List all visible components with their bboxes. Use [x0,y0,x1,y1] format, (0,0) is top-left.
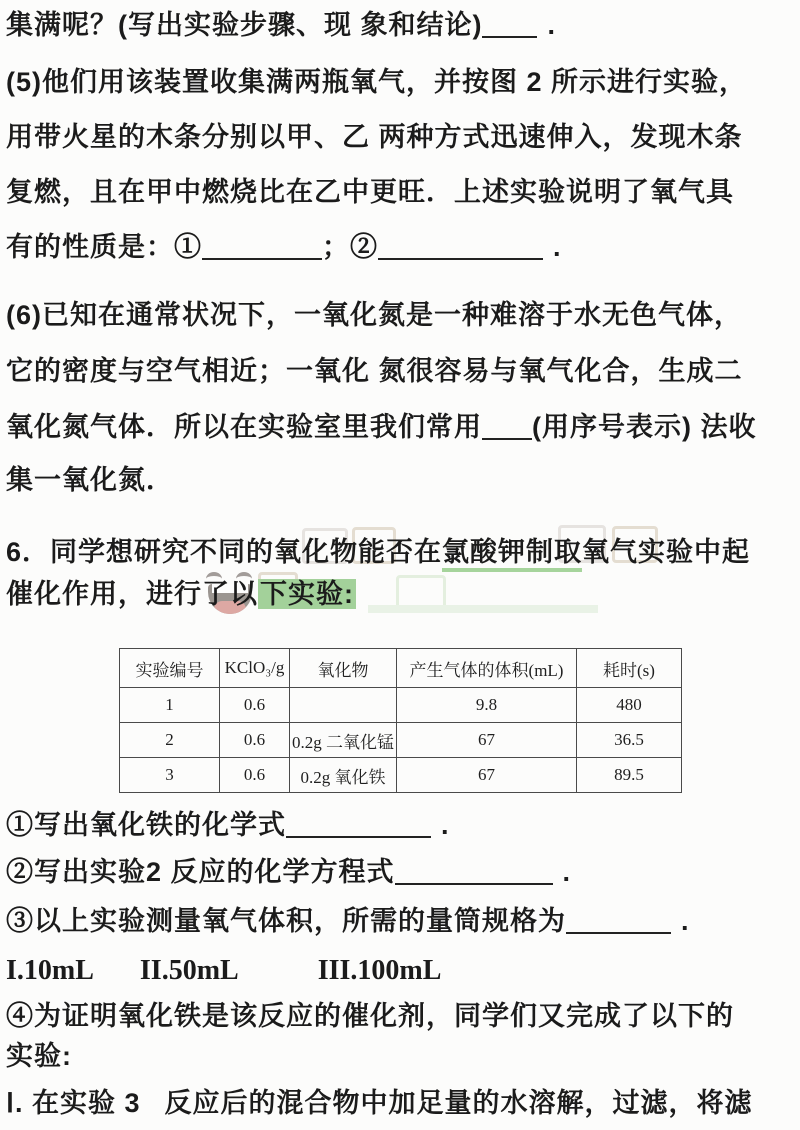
q6-text-1: (6)已知在通常状况下，一氧化氮是一种难溶于水无色气体， [6,300,742,330]
step1-line [6,1085,752,1121]
highlight-residue-strip [368,605,598,613]
table-cell: 9.8 [397,688,577,723]
period: . [441,810,450,840]
answer-blank [482,434,532,440]
table-cell: 0.2g 氧化铁 [290,758,397,793]
table-cell: 67 [397,723,577,758]
subq3-line [6,903,690,939]
subq1-text: ①写出氧化铁的化学式 [6,810,286,840]
q5-line-4 [6,229,562,265]
options-line [6,953,441,989]
table-row [120,723,682,758]
item6-highlighted-text: 下实验: [260,579,354,609]
subq4-text-1: ④为证明氧化铁是该反应的催化剂，同学们又完成了以下的 [6,1001,734,1031]
table-cell: 0.6 [220,688,290,723]
item6-text-2a: 催化作用，进行了以 [6,579,258,609]
q6-text-3a: 氧化氮气体．所以在实验室里我们常用 [6,412,482,442]
carryover-text: 集满呢？(写出实验步骤、现 象和结论) [6,10,483,40]
q5-text-4a: 有的性质是：① [6,232,202,262]
table-cell: 89.5 [577,758,682,793]
subq2-text: ②写出实验2 反应的化学方程式 [6,857,395,887]
table-row [120,758,682,793]
option-10ml: I.10mL [6,955,94,986]
option-50ml: II.50mL [139,955,239,986]
q5-text-3: 复燃，且在甲中燃烧比在乙中更旺．上述实验说明了氧气具 [6,177,734,207]
subq4-text-2: 实验: [6,1041,72,1071]
q6-line-1 [6,297,742,333]
table-cell: 3 [120,758,220,793]
q5-line-1 [6,64,747,100]
answer-blank [566,928,671,934]
experiment-table [119,648,682,793]
item6-line-1 [6,534,750,570]
table-row [120,688,682,723]
q6-text-3b: (用序号表示) 法收 [532,412,757,442]
item6-text-1a: 6．同学想研究不同的氧化物能否在 [6,537,443,567]
period: . [547,10,556,40]
item6-line-2 [6,576,356,612]
col-header-experiment-no: 实验编号 [120,649,220,688]
table-cell [290,688,397,723]
answer-blank [286,832,431,838]
col-header-kclo3: KClO₃/g [220,649,290,688]
subq3-text: ③以上实验测量氧气体积，所需的量筒规格为 [6,906,566,936]
answer-blank [395,879,553,885]
period: . [681,906,690,936]
period: . [553,232,562,262]
table-cell: 36.5 [577,723,682,758]
q5-text-4b: ；② [322,232,378,262]
col-header-gas-volume: 产生气体的体积(mL) [397,649,577,688]
subq1-line [6,807,450,843]
q6-line-4 [6,462,174,498]
q5-line-2 [6,119,743,155]
table-header-row [120,649,682,688]
answer-blank [378,254,543,260]
table-cell: 0.6 [220,723,290,758]
q6-text-4: 集一氧化氮． [6,465,174,495]
col-header-oxide: 氧化物 [290,649,397,688]
subq2-line [6,854,571,890]
q6-text-2: 它的密度与空气相近；一氧化 氮很容易与氧气化合，生成二 [6,356,743,386]
q6-line-3 [6,409,756,445]
answer-blank [482,32,537,38]
period: . [562,857,572,887]
q6-line-2 [6,353,743,389]
table-cell: 1 [120,688,220,723]
answer-blank [202,254,322,260]
subq4-line-1 [6,998,734,1034]
table-cell: 2 [120,723,220,758]
option-100ml: III.100mL [317,955,442,986]
item6-text-1b: 氧气实验中起 [582,537,751,567]
q5-text-1: (5)他们用该装置收集满两瓶氧气，并按图 2 所示进行实验， [6,67,748,97]
table-cell: 67 [397,758,577,793]
table-cell: 0.2g 二氧化锰 [290,723,397,758]
item6-underlined-text: 氯酸钾制取 [442,537,582,572]
subq4-line-2 [6,1038,72,1074]
q5-text-2: 用带火星的木条分别以甲、乙 两种方式迅速伸入，发现木条 [6,122,743,152]
table-cell: 0.6 [220,758,290,793]
table-cell: 480 [577,688,682,723]
col-header-time: 耗时(s) [577,649,682,688]
step1-label: Ⅰ. 在实验 3 [6,1088,141,1118]
step1-text: 反应后的混合物中加足量的水溶解，过滤，将滤 [164,1088,753,1118]
carryover-line [6,7,556,43]
q5-line-3 [6,174,734,210]
